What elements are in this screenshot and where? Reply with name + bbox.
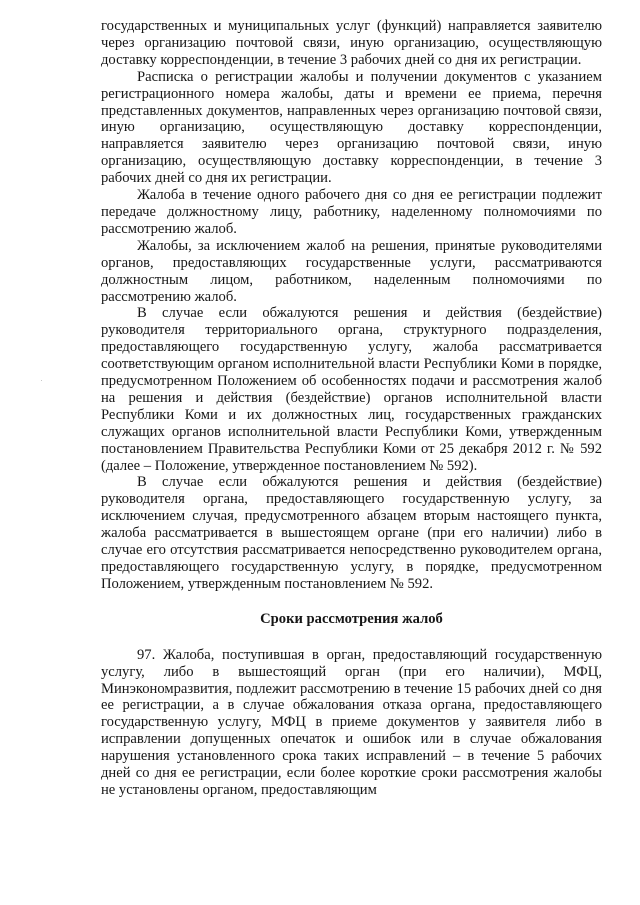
paragraph-head-of-body: В случае если обжалуются решения и действия (бездействие) руководителя органа, предоставляющего государственную услугу, за исключением случая, предусмотренного абзацем вторым настоящего пункта, жалоба рассматривается в вышестоящем органе (при его наличии) либо в случае его отсутствия рассматривается непосредственно руководителем органа, предоставляющего государственную услугу, в порядке, предусмотренном Положением, утвержденным постановлением № 592.: [101, 474, 602, 592]
paragraph-receipt: Расписка о регистрации жалобы и получении документов с указанием регистрационного номера жалобы, даты и времени ее приема, перечня представленных документов, направленных через организацию почтовой связи, иную организацию, осуществляющую доставку корреспонденции, направляется заявителю через организацию почтовой связи, иную организацию, осуществляющую доставку корреспонденции, в течение 3 рабочих дней со дня их регистрации.: [101, 68, 602, 187]
section-heading: Сроки рассмотрения жалоб: [260, 610, 443, 627]
document-page: [101, 18, 602, 799]
scan-artifact-dot: [41, 380, 42, 381]
paragraph-territorial-body: В случае если обжалуются решения и действия (бездействие) руководителя территориального органа, структурного подразделения, предоставляющего государственную услугу, жалоба рассматривается соответствующим органом исполнительной власти Республики Коми в порядке, предусмотренном Положением об особенностях подачи и рассмотрения жалоб на решения и действия (бездействие) органов исполнительной власти Республики Коми и их должностных лиц, государственных гражданских служащих органов исполнительной власти Республики Коми, утвержденным постановлением Правительства Республики Коми от 25 декабря 2012 г. № 592 (далее – Положение, утвержденное постановлением № 592).: [101, 305, 602, 474]
paragraph-continuation: государственных и муниципальных услуг (функций) направляется заявителю через организацию почтовой связи, иную организацию, осуществляющую доставку корреспонденции, в течение 3 рабочих дней со дня их регистрации.: [101, 18, 602, 68]
paragraph-consideration: Жалобы, за исключением жалоб на решения, принятые руководителями органов, предоставляющих государственные услуги, рассматриваются должностным лицом, работником, наделенным полномочиями по рассмотрению жалоб.: [101, 237, 602, 305]
paragraph-transfer: Жалоба в течение одного рабочего дня со дня ее регистрации подлежит передаче должностному лицу, работнику, наделенному полномочиями по рассмотрению жалоб.: [101, 187, 602, 237]
paragraph-97: 97. Жалоба, поступившая в орган, предоставляющий государственную услугу, либо в вышестоящий орган (при его наличии), МФЦ, Минэкономразвития, подлежит рассмотрению в течение 15 рабочих дней со дня ее регистрации, а в случае обжалования отказа органа, предоставляющего государственную услугу, МФЦ в приеме документов у заявителя либо в исправлении допущенных опечаток и ошибок или в случае обжалования нарушения установленного срока таких исправлений – в течение 5 рабочих дней со дня ее регистрации, если более короткие сроки рассмотрения жалобы не установлены органом, предоставляющим: [101, 646, 602, 798]
